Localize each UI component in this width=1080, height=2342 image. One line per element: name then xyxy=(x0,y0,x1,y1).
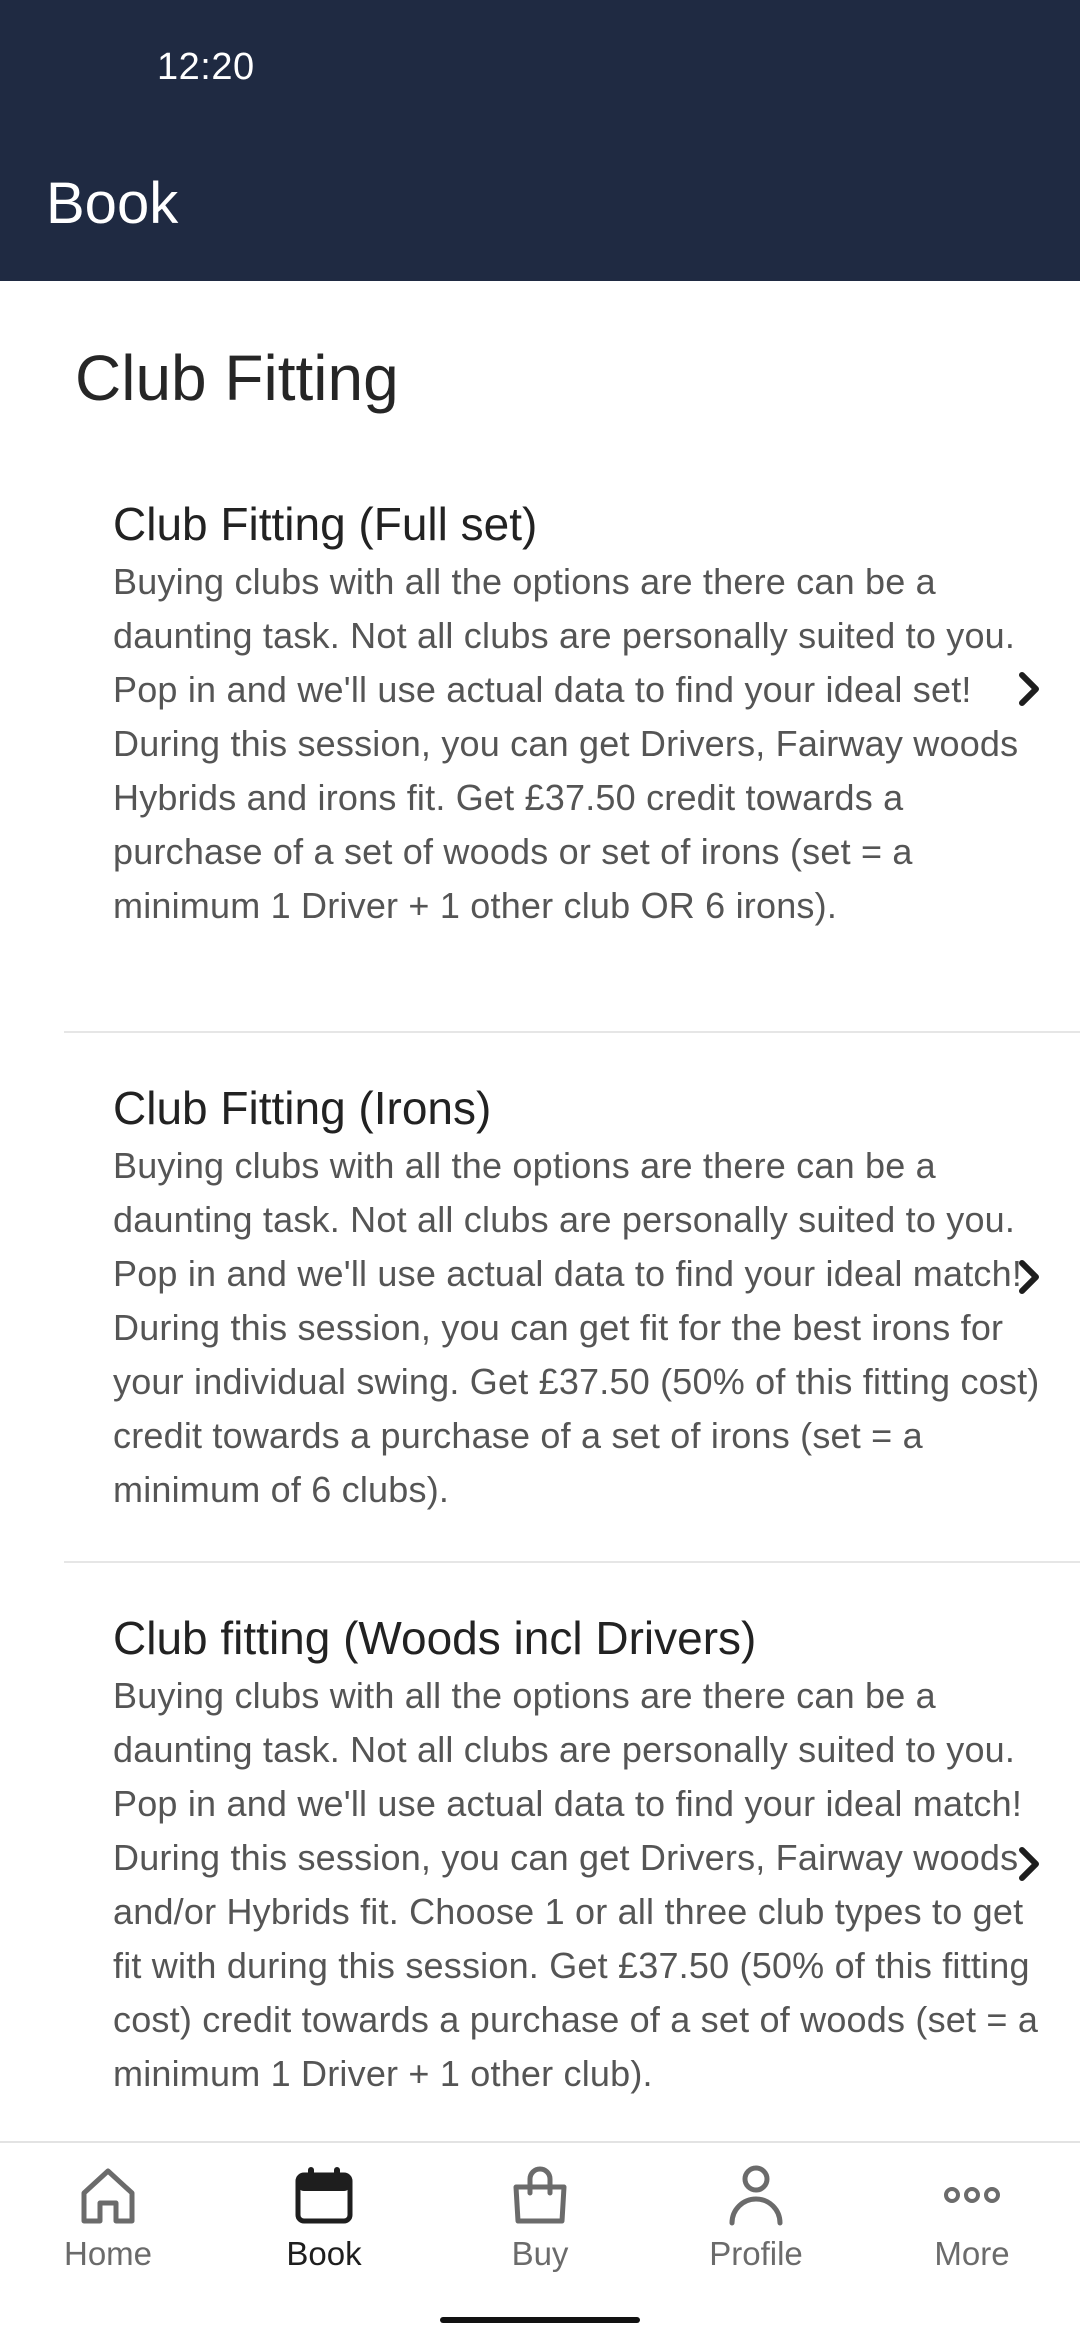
item-title: Club fitting (Woods incl Drivers) xyxy=(113,1612,757,1664)
page-title: Club Fitting xyxy=(75,342,399,414)
person-icon xyxy=(724,2163,788,2227)
nav-label: More xyxy=(934,2235,1010,2272)
nav-profile[interactable] xyxy=(648,2163,864,2303)
nav-label: Profile xyxy=(709,2235,803,2272)
nav-label: Buy xyxy=(511,2235,569,2272)
app-bar-title: Book xyxy=(46,171,179,236)
item-description: Buying clubs with all the options are there can be a daunting task. Not all clubs are personally suited to you. Pop in and we'll use actual data to find your ideal match! During this session, you can get fit for the best irons for your individual swing. Get £37.50 (50% of this fitting cost) credit towards a purchase of a set of irons (set = a minimum of 6 clubs). xyxy=(113,1145,1040,1510)
list-item-full-set[interactable] xyxy=(64,497,1080,995)
nav-more[interactable] xyxy=(864,2163,1080,2303)
nav-label: Book xyxy=(286,2235,362,2272)
chevron-right-icon xyxy=(1010,1844,1050,1884)
app-header xyxy=(0,0,1080,281)
more-dots-icon xyxy=(940,2163,1004,2227)
item-title: Club Fitting (Full set) xyxy=(113,498,538,550)
item-title: Club Fitting (Irons) xyxy=(113,1082,492,1134)
divider xyxy=(64,1561,1080,1563)
bottom-navigation xyxy=(0,2141,1080,2342)
main-content[interactable] xyxy=(0,281,1080,2141)
calendar-icon xyxy=(292,2163,356,2227)
list-item-irons[interactable] xyxy=(64,1081,1080,1521)
chevron-right-icon xyxy=(1010,1257,1050,1297)
list-item-woods[interactable] xyxy=(64,1611,1080,2141)
divider xyxy=(64,1031,1080,1033)
chevron-right-icon xyxy=(1010,669,1050,709)
nav-buy[interactable] xyxy=(432,2163,648,2303)
status-bar-time: 12:20 xyxy=(157,46,255,88)
home-icon xyxy=(76,2163,140,2227)
nav-book[interactable] xyxy=(216,2163,432,2303)
nav-label: Home xyxy=(63,2235,153,2272)
shopping-bag-icon xyxy=(508,2163,572,2227)
item-description: Buying clubs with all the options are there can be a daunting task. Not all clubs are personally suited to you. Pop in and we'll use actual data to find your ideal match! During this session, you can get Drivers, Fairway woods and/or Hybrids fit. Choose 1 or all three club types to get fit with during this session. Get £37.50 (50% of this fitting cost) credit towards a purchase of a set of woods (set = a minimum 1 Driver + 1 other club). xyxy=(113,1675,1039,2094)
item-description: Buying clubs with all the options are there can be a daunting task. Not all clubs are personally suited to you. Pop in and we'll use actual data to find your ideal set! During this session, you can get Drivers, Fairway woods Hybrids and irons fit. Get £37.50 credit towards a purchase of a set of woods or set of irons (set = a minimum 1 Driver + 1 other club OR 6 irons). xyxy=(113,561,1019,926)
home-indicator[interactable] xyxy=(440,2317,640,2323)
nav-home[interactable] xyxy=(0,2163,216,2303)
